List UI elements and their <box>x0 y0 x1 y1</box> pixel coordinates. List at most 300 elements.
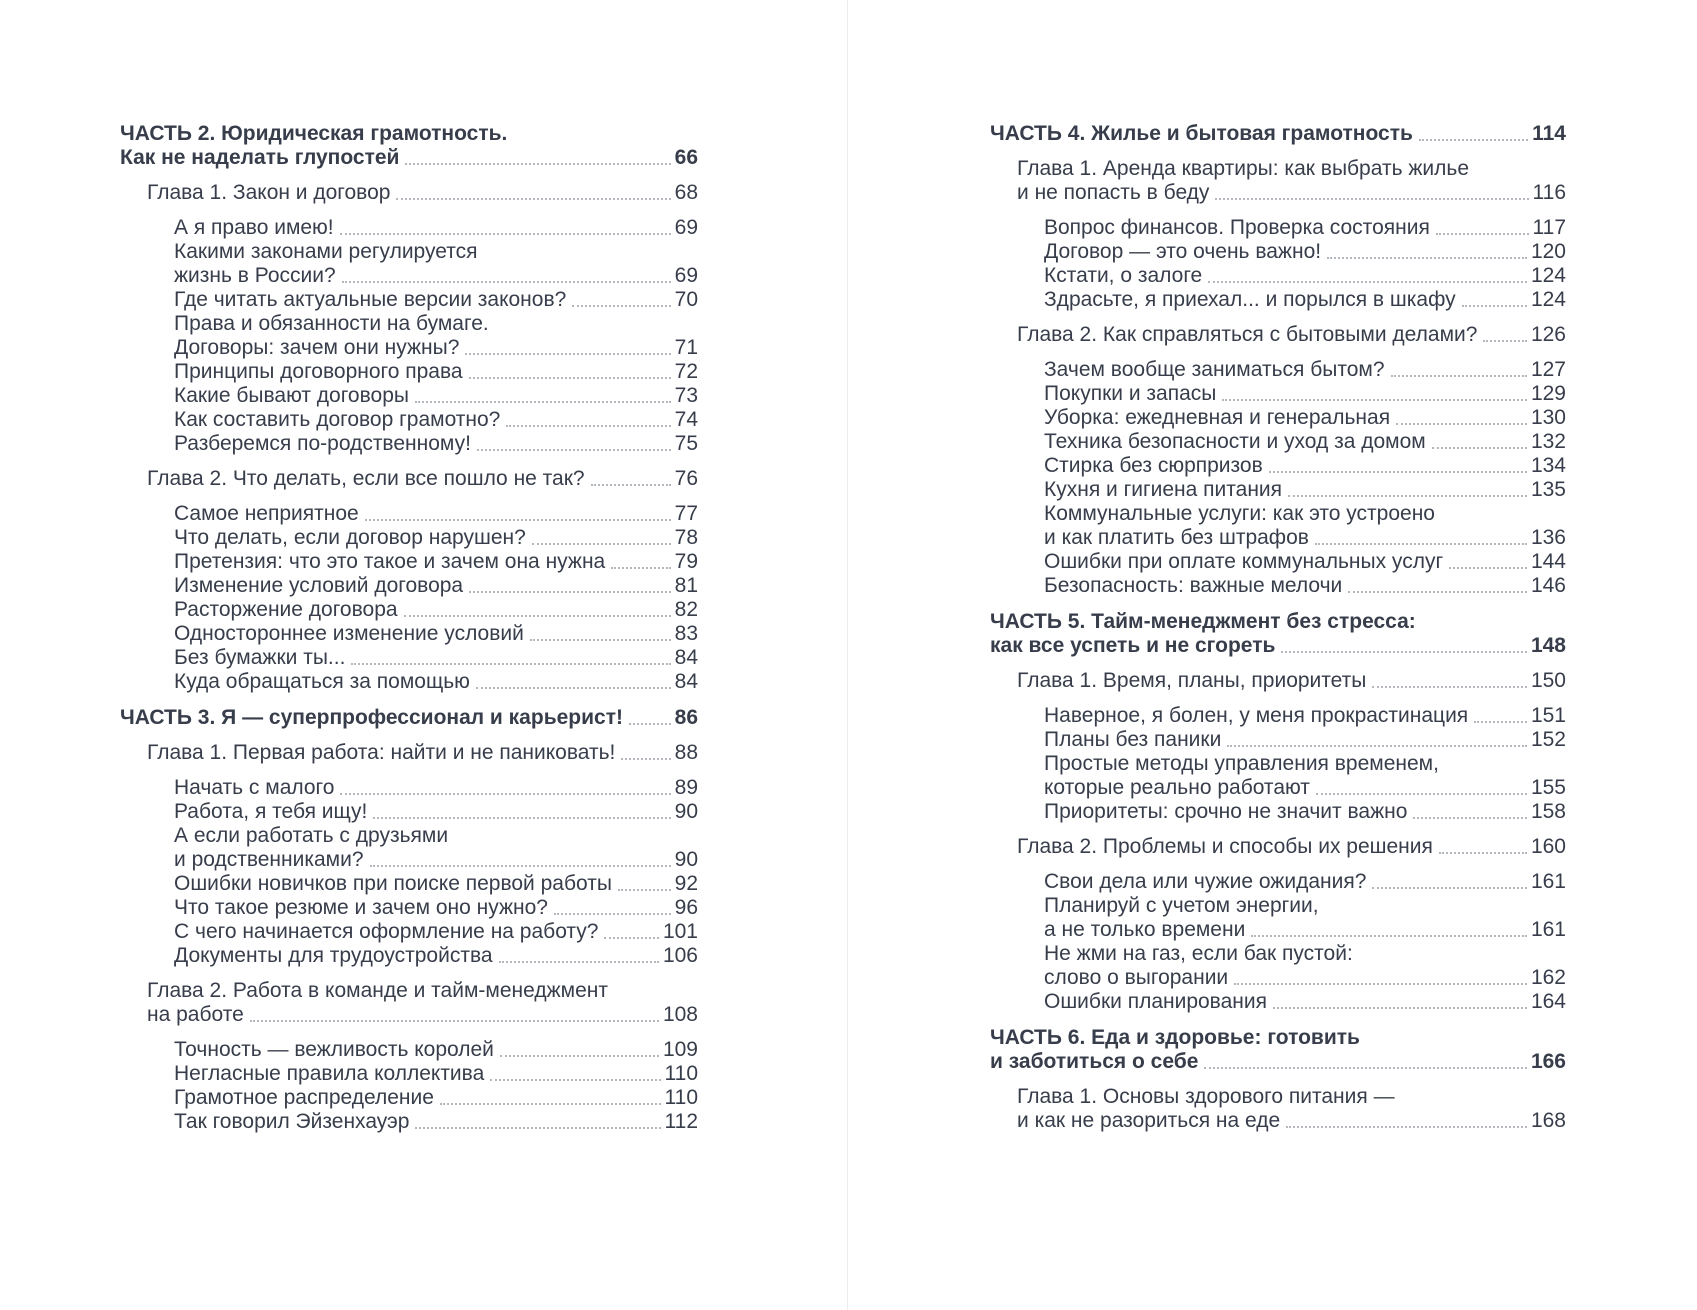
page-number: 114 <box>1532 122 1566 145</box>
dot-leader <box>351 663 670 665</box>
toc-item <box>990 728 1566 752</box>
toc-text-line <box>1044 728 1566 752</box>
toc-item <box>990 870 1566 894</box>
page-number: 101 <box>662 920 698 943</box>
page-number: 129 <box>1530 382 1566 405</box>
toc-column-right <box>990 122 1566 1133</box>
toc-part-title <box>120 122 698 170</box>
toc-entry-label: Куда обращаться за помощью <box>174 670 470 693</box>
dot-leader <box>1372 686 1527 688</box>
toc-item-group <box>120 502 698 694</box>
dot-leader <box>477 449 671 451</box>
toc-item <box>990 264 1566 288</box>
dot-leader <box>1474 721 1527 723</box>
dot-leader <box>1327 257 1527 259</box>
toc-text-line: Простые методы управления временем, <box>1044 752 1439 775</box>
toc-item <box>120 896 698 920</box>
page-number: 132 <box>1530 430 1566 453</box>
page-number: 109 <box>662 1038 698 1061</box>
toc-item <box>120 288 698 312</box>
dot-leader <box>1439 852 1527 854</box>
toc-text-line: Коммунальные услуги: как это устроено <box>1044 502 1435 525</box>
page-number: 120 <box>1530 240 1566 263</box>
toc-entry-label: Безопасность: важные мелочи <box>1044 574 1343 597</box>
page-number: 86 <box>674 706 698 729</box>
toc-text-line <box>174 264 698 288</box>
toc-text-line: Планируй с учетом энергии, <box>1044 894 1319 917</box>
toc-entry-label: Работа, я тебя ищу! <box>174 800 368 823</box>
dot-leader <box>404 615 671 617</box>
dot-leader <box>405 163 670 165</box>
toc-entry-label: Кухня и гигиена питания <box>1044 478 1283 501</box>
page-number: 116 <box>1532 181 1566 204</box>
toc-item <box>120 408 698 432</box>
page-number: 162 <box>1530 966 1566 989</box>
toc-entry-label: С чего начинается оформление на работу? <box>174 920 599 943</box>
toc-entry-label: Ошибки новичков при поиске первой работы <box>174 872 612 895</box>
dot-leader <box>1419 139 1528 141</box>
toc-entry-label: жизнь в России? <box>174 264 336 287</box>
toc-entry-label: Как не наделать глупостей <box>120 146 400 169</box>
toc-item <box>120 598 698 622</box>
toc-text-line <box>174 1110 698 1134</box>
toc-text-line <box>990 634 1566 658</box>
dot-leader <box>530 639 671 641</box>
toc-entry-label: Что такое резюме и зачем оно нужно? <box>174 896 548 919</box>
toc-text-line: Глава 2. Работа в команде и тайм-менеджмент <box>147 979 608 1002</box>
toc-entry-label: Договоры: зачем они нужны? <box>174 336 460 359</box>
toc-part-title <box>990 122 1566 146</box>
page-number: 77 <box>674 502 698 525</box>
dot-leader <box>1372 887 1527 889</box>
dot-leader <box>476 687 671 689</box>
toc-item <box>990 502 1566 550</box>
page-number: 126 <box>1530 323 1566 346</box>
toc-entry-label: Какие бывают договоры <box>174 384 409 407</box>
dot-leader <box>1286 1126 1527 1128</box>
toc-entry-label: Приоритеты: срочно не значит важно <box>1044 800 1408 823</box>
page-number: 89 <box>674 776 698 799</box>
toc-entry-label: Так говорил Эйзенхауэр <box>174 1110 410 1133</box>
page-number: 148 <box>1530 634 1566 657</box>
toc-text-line <box>174 598 698 622</box>
toc-item <box>120 312 698 360</box>
page-number: 150 <box>1530 669 1566 692</box>
dot-leader <box>1251 935 1527 937</box>
dot-leader <box>629 723 671 725</box>
toc-text-line <box>1044 704 1566 728</box>
toc-entry-label: и заботиться о себе <box>990 1050 1199 1073</box>
dot-leader <box>1432 447 1527 449</box>
page-number: 88 <box>674 741 698 764</box>
page-number: 92 <box>674 872 698 895</box>
toc-entry-label: и как не разориться на еде <box>1017 1109 1281 1132</box>
toc-entry-label: Точность — вежливость королей <box>174 1038 494 1061</box>
toc-item <box>120 432 698 456</box>
toc-text-line: А если работать с друзьями <box>174 824 449 847</box>
toc-text-line <box>1044 526 1566 550</box>
dot-leader <box>1288 495 1527 497</box>
page-number: 161 <box>1530 918 1566 941</box>
toc-item <box>120 1110 698 1134</box>
toc-entry-label: Уборка: ежедневная и генеральная <box>1044 406 1391 429</box>
toc-item <box>120 384 698 408</box>
toc-text-line <box>990 1050 1566 1074</box>
toc-text-line <box>174 1062 698 1086</box>
toc-entry-label: Зачем вообще заниматься бытом? <box>1044 358 1385 381</box>
page-number: 90 <box>674 800 698 823</box>
toc-entry-label: Договор — это очень важно! <box>1044 240 1322 263</box>
page-number: 124 <box>1530 264 1566 287</box>
toc-part <box>990 122 1566 598</box>
toc-text-line <box>174 574 698 598</box>
page-number: 130 <box>1530 406 1566 429</box>
dot-leader <box>1391 375 1527 377</box>
toc-item <box>120 944 698 968</box>
toc-entry-label: ЧАСТЬ 3. Я — суперпрофессионал и карьерист! <box>120 706 623 729</box>
page-number: 134 <box>1530 454 1566 477</box>
page-number: 70 <box>674 288 698 311</box>
toc-text-line <box>174 670 698 694</box>
toc-entry-label: Что делать, если договор нарушен? <box>174 526 526 549</box>
toc-text-line <box>174 408 698 432</box>
toc-chapter-title <box>990 323 1566 347</box>
toc-item <box>120 622 698 646</box>
dot-leader <box>591 484 671 486</box>
page-number: 108 <box>662 1003 698 1026</box>
toc-item <box>120 1038 698 1062</box>
dot-leader <box>1222 399 1527 401</box>
dot-leader <box>554 913 671 915</box>
toc-item <box>120 360 698 384</box>
dot-leader <box>1413 817 1527 819</box>
toc-entry-label: и родственниками? <box>174 848 364 871</box>
dot-leader <box>532 543 671 545</box>
toc-entry-label: Глава 1. Время, планы, приоритеты <box>1017 669 1367 692</box>
toc-text-line <box>174 646 698 670</box>
toc-text-line <box>174 432 698 456</box>
toc-entry-label: Техника безопасности и уход за домом <box>1044 430 1426 453</box>
dot-leader <box>340 793 670 795</box>
toc-item <box>120 1086 698 1110</box>
toc-entry-label: Изменение условий договора <box>174 574 464 597</box>
toc-text-line <box>1044 990 1566 1014</box>
toc-item <box>990 358 1566 382</box>
toc-chapter-title <box>120 181 698 205</box>
toc-entry-label: Глава 1. Закон и договор <box>147 181 391 204</box>
toc-text-line: Глава 1. Основы здорового питания — <box>1017 1085 1395 1108</box>
dot-leader <box>1436 233 1529 235</box>
toc-text-line <box>1044 264 1566 288</box>
toc-text-line <box>1044 918 1566 942</box>
dot-leader <box>500 1055 659 1057</box>
page-number: 151 <box>1530 704 1566 727</box>
page-gutter-divider <box>847 0 848 1310</box>
toc-text-line <box>120 146 698 170</box>
page-number: 110 <box>664 1062 698 1085</box>
toc-entry-label: на работе <box>147 1003 244 1026</box>
dot-leader <box>1348 591 1527 593</box>
toc-entry-label: и не попасть в беду <box>1017 181 1210 204</box>
toc-entry-label: Принципы договорного права <box>174 360 463 383</box>
toc-text-line <box>174 336 698 360</box>
toc-text-line <box>1044 776 1566 800</box>
toc-text-line <box>1044 966 1566 990</box>
page-number: 110 <box>664 1086 698 1109</box>
dot-leader <box>342 281 671 283</box>
page-number: 72 <box>674 360 698 383</box>
toc-text-line <box>1044 870 1566 894</box>
toc-text-line <box>174 1038 698 1062</box>
toc-part <box>990 610 1566 1014</box>
page-number: 73 <box>674 384 698 407</box>
toc-text-line <box>1017 835 1566 859</box>
dot-leader <box>604 937 659 939</box>
dot-leader <box>1234 983 1527 985</box>
page-number: 135 <box>1530 478 1566 501</box>
toc-entry-label: и как платить без штрафов <box>1044 526 1309 549</box>
toc-entry-label: А я право имею! <box>174 216 334 239</box>
toc-chapter-title <box>990 157 1566 205</box>
toc-text-line <box>174 944 698 968</box>
dot-leader <box>373 817 670 819</box>
page-number: 71 <box>674 336 698 359</box>
toc-item <box>990 406 1566 430</box>
page-number: 84 <box>674 646 698 669</box>
toc-text-line <box>1044 430 1566 454</box>
page-number: 75 <box>674 432 698 455</box>
toc-item <box>990 752 1566 800</box>
toc-chapter-title <box>990 835 1566 859</box>
toc-item-group <box>120 216 698 456</box>
toc-part <box>120 706 698 1134</box>
dot-leader <box>1208 281 1527 283</box>
toc-item <box>990 216 1566 240</box>
dot-leader <box>572 305 670 307</box>
toc-entry-label: Грамотное распределение <box>174 1086 434 1109</box>
page-number: 146 <box>1530 574 1566 597</box>
toc-text-line <box>120 706 698 730</box>
toc-text-line: ЧАСТЬ 5. Тайм-менеджмент без стресса: <box>990 610 1416 633</box>
dot-leader <box>1281 651 1527 653</box>
dot-leader <box>1269 471 1527 473</box>
dot-leader <box>1273 1007 1527 1009</box>
page-number: 158 <box>1530 800 1566 823</box>
page-number: 112 <box>664 1110 698 1133</box>
page-number: 74 <box>674 408 698 431</box>
toc-item <box>990 894 1566 942</box>
toc-item <box>120 800 698 824</box>
toc-item-group <box>990 358 1566 598</box>
dot-leader <box>1316 793 1527 795</box>
toc-entry-label: Расторжение договора <box>174 598 398 621</box>
toc-text-line <box>1044 288 1566 312</box>
page-number: 161 <box>1530 870 1566 893</box>
page-number: 160 <box>1530 835 1566 858</box>
page-number: 82 <box>674 598 698 621</box>
toc-text-line <box>174 800 698 824</box>
toc-entry-label: ЧАСТЬ 4. Жилье и бытовая грамотность <box>990 122 1413 145</box>
dot-leader <box>465 353 670 355</box>
toc-entry-label: Претензия: что это такое и зачем она нужна <box>174 550 606 573</box>
toc-entry-label: Одностороннее изменение условий <box>174 622 524 645</box>
toc-entry-label: слово о выгорании <box>1044 966 1229 989</box>
toc-entry-label: Кстати, о залоге <box>1044 264 1203 287</box>
page-number: 96 <box>674 896 698 919</box>
page-number: 166 <box>1530 1050 1566 1073</box>
toc-text-line <box>1017 181 1566 205</box>
toc-text-line <box>1044 454 1566 478</box>
toc-item <box>120 920 698 944</box>
toc-item <box>990 800 1566 824</box>
toc-text-line <box>1044 240 1566 264</box>
dot-leader <box>1449 567 1527 569</box>
dot-leader <box>415 401 671 403</box>
page-number: 69 <box>674 264 698 287</box>
toc-entry-label: Негласные правила коллектива <box>174 1062 485 1085</box>
toc-entry-label: Покупки и запасы <box>1044 382 1217 405</box>
toc-item <box>990 288 1566 312</box>
dot-leader <box>340 233 671 235</box>
toc-item <box>120 872 698 896</box>
page-number: 168 <box>1530 1109 1566 1132</box>
toc-item <box>120 574 698 598</box>
dot-leader <box>1204 1067 1527 1069</box>
toc-item <box>120 776 698 800</box>
toc-text-line <box>174 384 698 408</box>
page-number: 83 <box>674 622 698 645</box>
toc-text-line <box>174 216 698 240</box>
toc-item <box>120 1062 698 1086</box>
toc-entry-label: а не только времени <box>1044 918 1246 941</box>
toc-item <box>990 550 1566 574</box>
dot-leader <box>365 519 671 521</box>
dot-leader <box>506 425 670 427</box>
toc-item <box>120 646 698 670</box>
dot-leader <box>499 961 659 963</box>
page-number: 124 <box>1530 288 1566 311</box>
toc-text-line <box>174 288 698 312</box>
toc-text-line <box>1044 478 1566 502</box>
toc-text-line <box>1044 800 1566 824</box>
page-number: 69 <box>674 216 698 239</box>
dot-leader <box>469 591 671 593</box>
toc-text-line <box>1044 574 1566 598</box>
dot-leader <box>440 1103 661 1105</box>
toc-part-title <box>120 706 698 730</box>
toc-item <box>120 550 698 574</box>
toc-item <box>120 216 698 240</box>
toc-item <box>990 454 1566 478</box>
toc-entry-label: Без бумажки ты... <box>174 646 346 669</box>
toc-entry-label: Вопрос финансов. Проверка состояния <box>1044 216 1430 239</box>
toc-entry-label: Как составить договор грамотно? <box>174 408 501 431</box>
toc-text-line <box>174 776 698 800</box>
toc-text-line <box>1017 1109 1566 1133</box>
dot-leader <box>490 1079 660 1081</box>
toc-text-line <box>174 502 698 526</box>
page-number: 66 <box>674 146 698 169</box>
toc-entry-label: Глава 2. Как справляться с бытовыми делами? <box>1017 323 1478 346</box>
dot-leader <box>611 567 670 569</box>
toc-item <box>990 240 1566 264</box>
dot-leader <box>1396 423 1527 425</box>
page-number: 106 <box>662 944 698 967</box>
toc-text-line <box>147 741 698 765</box>
toc-entry-label: Разберемся по-родственному! <box>174 432 471 455</box>
dot-leader <box>1483 340 1527 342</box>
toc-text-line: Какими законами регулируется <box>174 240 478 263</box>
toc-text-line: Не жми на газ, если бак пустой: <box>1044 942 1353 965</box>
toc-text-line <box>147 467 698 491</box>
toc-item-group <box>990 870 1566 1014</box>
toc-text-line <box>1044 406 1566 430</box>
toc-item <box>120 526 698 550</box>
toc-text-line <box>174 848 698 872</box>
toc-item <box>990 574 1566 598</box>
dot-leader <box>370 865 671 867</box>
toc-text-line <box>990 122 1566 146</box>
dot-leader <box>415 1127 660 1129</box>
page-number: 78 <box>674 526 698 549</box>
toc-entry-label: Ошибки при оплате коммунальных услуг <box>1044 550 1444 573</box>
toc-item-group <box>990 216 1566 312</box>
toc-entry-label: Наверное, я болен, у меня прокрастинация <box>1044 704 1469 727</box>
toc-item <box>990 430 1566 454</box>
dot-leader <box>469 377 671 379</box>
page-number: 79 <box>674 550 698 573</box>
page-number: 152 <box>1530 728 1566 751</box>
page-number: 81 <box>674 574 698 597</box>
toc-part-title <box>990 1026 1566 1074</box>
toc-chapter-title <box>990 669 1566 693</box>
toc-chapter-title <box>120 979 698 1027</box>
toc-entry-label: Самое неприятное <box>174 502 359 525</box>
dot-leader <box>1462 305 1527 307</box>
toc-chapter-title <box>990 1085 1566 1133</box>
page-number: 84 <box>674 670 698 693</box>
page-number: 164 <box>1530 990 1566 1013</box>
toc-entry-label: Начать с малого <box>174 776 335 799</box>
page-number: 117 <box>1532 216 1566 239</box>
toc-text-line <box>1044 382 1566 406</box>
toc-part <box>120 122 698 694</box>
toc-item-group <box>990 704 1566 824</box>
toc-part-title <box>990 610 1566 658</box>
toc-text-line <box>1017 323 1566 347</box>
toc-entry-label: Глава 2. Проблемы и способы их решения <box>1017 835 1433 858</box>
page-number: 155 <box>1530 776 1566 799</box>
dot-leader <box>396 198 670 200</box>
toc-text-line <box>147 1003 698 1027</box>
toc-entry-label: Глава 1. Первая работа: найти и не паниковать! <box>147 741 616 764</box>
toc-item <box>990 704 1566 728</box>
toc-item <box>990 478 1566 502</box>
dot-leader <box>1227 745 1527 747</box>
toc-entry-label: Свои дела или чужие ожидания? <box>1044 870 1367 893</box>
toc-item-group <box>120 1038 698 1134</box>
toc-entry-label: Глава 2. Что делать, если все пошло не так? <box>147 467 585 490</box>
toc-text-line <box>174 896 698 920</box>
toc-item <box>120 502 698 526</box>
toc-item <box>120 240 698 288</box>
toc-text-line <box>174 360 698 384</box>
page-number: 127 <box>1530 358 1566 381</box>
dot-leader <box>1215 198 1528 200</box>
toc-text-line: ЧАСТЬ 2. Юридическая грамотность. <box>120 122 508 145</box>
toc-text-line <box>174 872 698 896</box>
toc-item <box>990 942 1566 990</box>
